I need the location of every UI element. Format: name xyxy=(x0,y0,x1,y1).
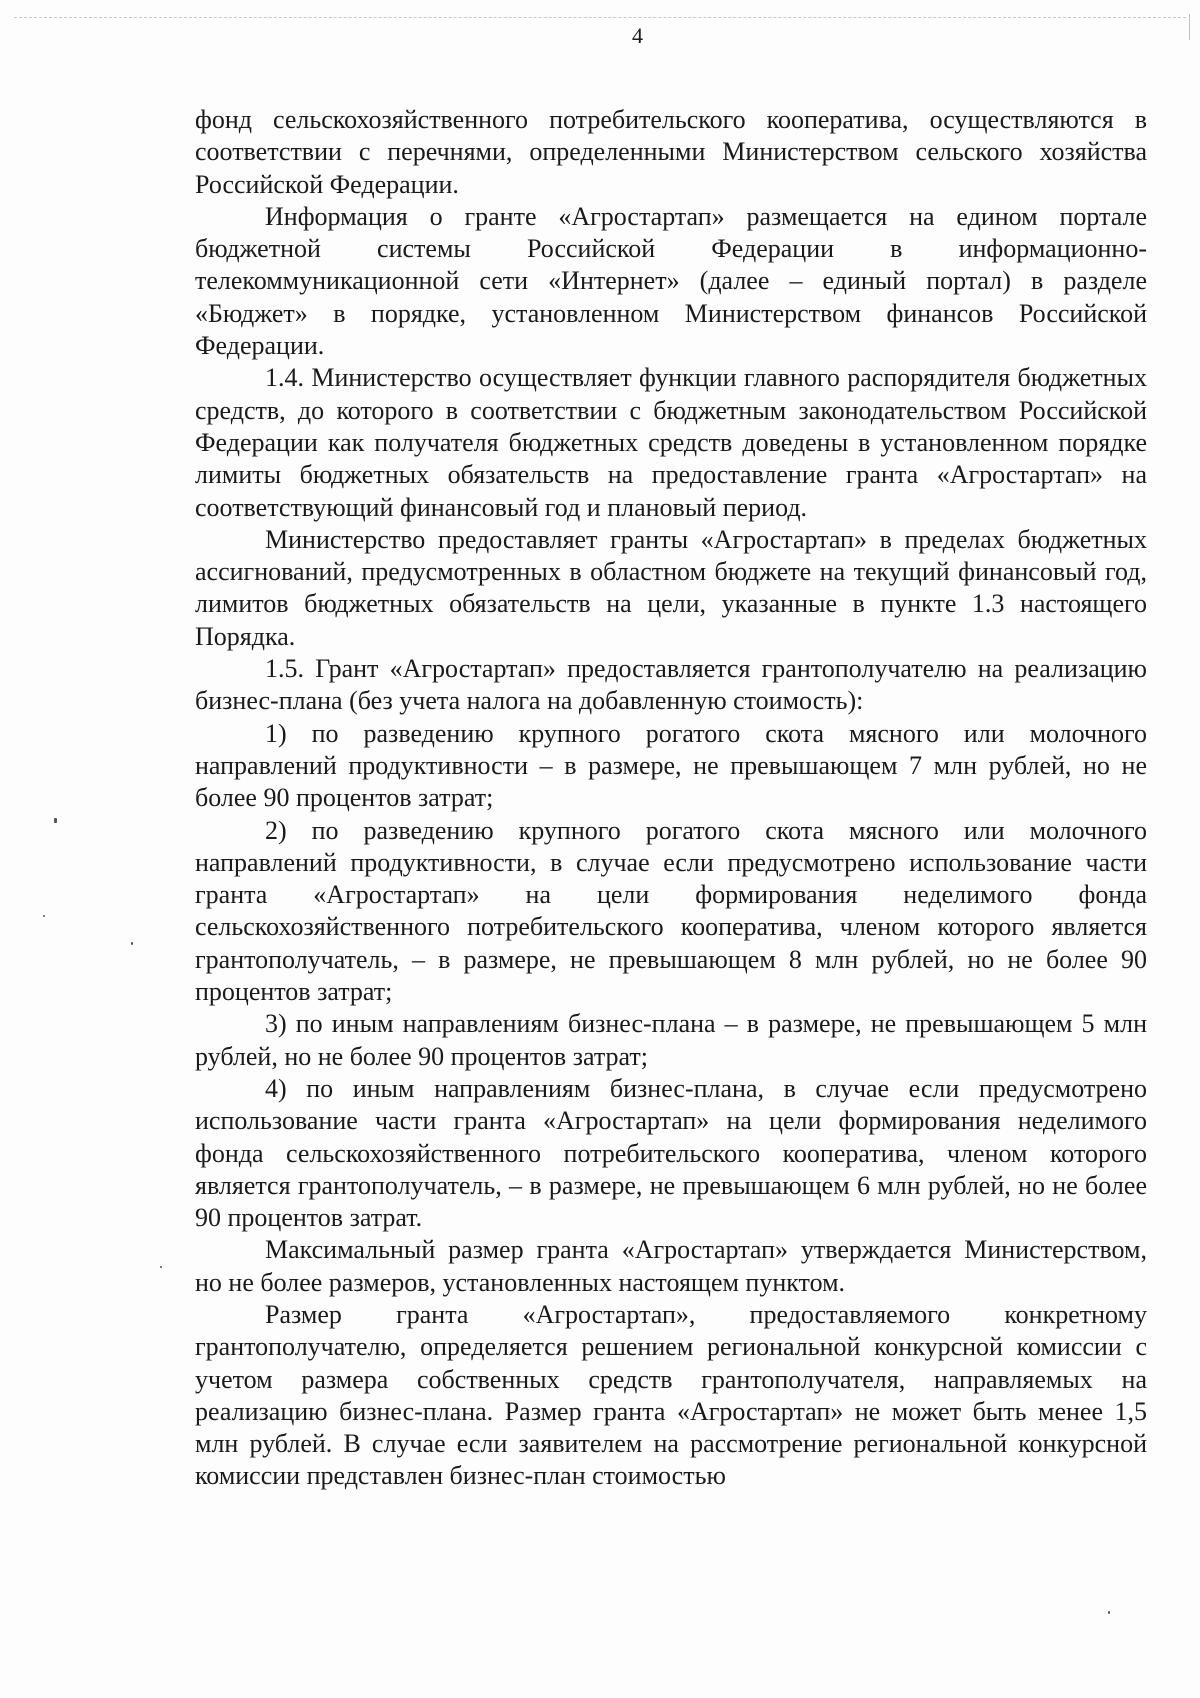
paragraph-5: 1.5. Грант «Агростартап» предоставляется грантополучателю на реализацию бизнес-плана (без учета налога на добавленную стоимость): xyxy=(195,654,1147,716)
paragraph-8: 3) по иным направлениям бизнес-плана – в размере, не превышающем 5 млн рублей, но не более 90 процентов затрат; xyxy=(195,1009,1147,1071)
document-body xyxy=(195,104,1147,1493)
scan-speck xyxy=(160,1266,162,1268)
paragraph-11: Размер гранта «Агростартап», предоставляемого конкретному грантополучателю, определяется решением региональной конкурсной комиссии с учетом размера собственных средств грантополучателя, направляемых на реализацию бизнес-плана. Размер гранта «Агростартап» не может быть менее 1,5 млн рублей. В случае если заявителем на рассмотрение региональной конкурсной комиссии представлен бизнес-план стоимостью xyxy=(195,1299,1147,1491)
paragraph-3: 1.4. Министерство осуществляет функции главного распорядителя бюджетных средств, до которого в соответствии с бюджетным законодательством Российской Федерации как получателя бюджетных средств доведены в установленном порядке лимиты бюджетных обязательств на предоставление гранта «Агростартап» на соответствующий финансовый год и плановый период. xyxy=(195,363,1147,522)
page-number: 4 xyxy=(632,23,643,48)
paragraph-6: 1) по разведению крупного рогатого скота мясного или молочного направлений продуктивности – в размере, не превышающем 7 млн рублей, но не более 90 процентов затрат; xyxy=(195,718,1147,813)
paragraph-7: 2) по разведению крупного рогатого скота мясного или молочного направлений продуктивности, в случае если предусмотрено использование части гранта «Агростартап» на цели формирования неделимого фонда сельскохозяйственного потребительского кооператива, членом которого является грантополучатель, – в размере, не превышающем 8 млн рублей, но не более 90 процентов затрат; xyxy=(195,815,1147,1007)
scan-speck xyxy=(131,942,133,945)
scan-speck xyxy=(54,818,57,823)
paragraph-10: Максимальный размер гранта «Агростартап» утверждается Министерством, но не более размеров, установленных настоящем пунктом. xyxy=(195,1235,1147,1297)
scan-speck xyxy=(1108,1611,1110,1614)
paragraph-2: Информация о гранте «Агростартап» размещается на едином портале бюджетной системы Российской Федерации в информационно-телекоммуникационной сети «Интернет» (далее – единый портал) в разделе «Бюджет» в порядке, установленном Министерством финансов Российской Федерации. xyxy=(195,201,1147,361)
paragraph-9: 4) по иным направлениям бизнес-плана, в случае если предусмотрено использование части гранта «Агростартап» на цели формирования неделимого фонда сельскохозяйственного потребительского кооператива, членом которого является грантополучатель, – в размере, не превышающем 6 млн рублей, но не более 90 процентов затрат. xyxy=(195,1073,1147,1233)
scan-speck xyxy=(43,915,45,917)
paragraph-4: Министерство предоставляет гранты «Агростартап» в пределах бюджетных ассигнований, предусмотренных в областном бюджете на текущий финансовый год, лимитов бюджетных обязательств на цели, указанные в пункте 1.3 настоящего Порядка. xyxy=(195,524,1147,651)
scan-edge-top xyxy=(14,17,1186,18)
paragraph-1: фонд сельскохозяйственного потребительского кооператива, осуществляются в соответствии с перечнями, определенными Министерством сельского хозяйства Российской Федерации. xyxy=(195,105,1147,199)
